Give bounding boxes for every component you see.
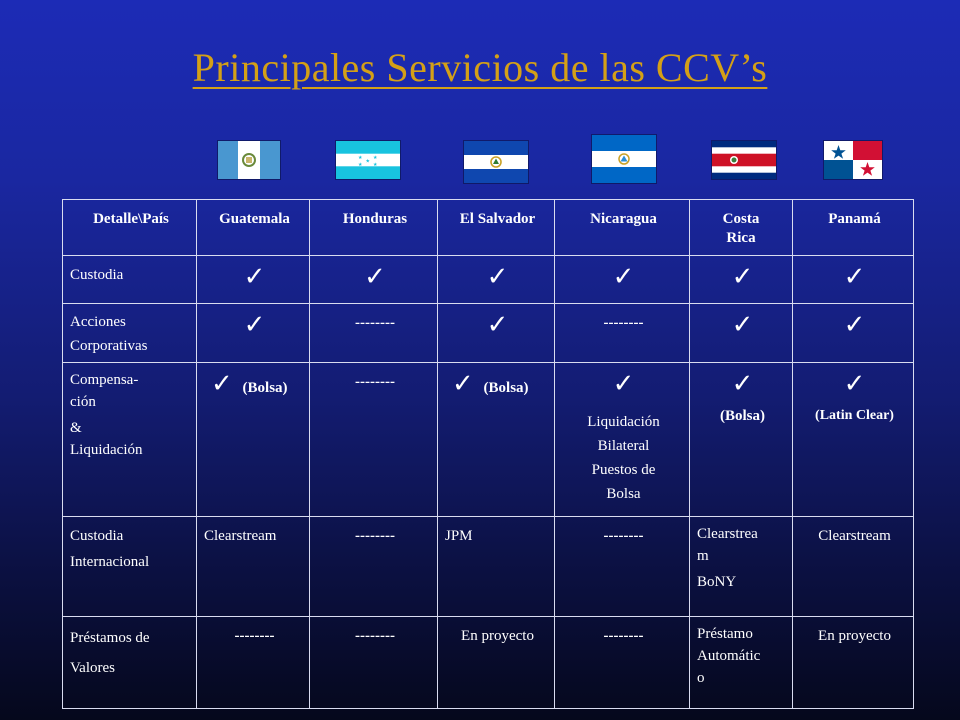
check-icon: ✓ bbox=[843, 369, 866, 399]
cell-prestamos-nicaragua: -------- bbox=[555, 617, 690, 709]
svg-text:★: ★ bbox=[373, 155, 378, 161]
cell-internacional-costa-rica: Clearstrea m BoNY bbox=[690, 517, 793, 617]
cell-compensacion-honduras: -------- bbox=[310, 363, 438, 517]
cell-internacional-el-salvador: JPM bbox=[438, 517, 555, 617]
check-icon: ✓ bbox=[364, 262, 386, 292]
cell-custodia-guatemala bbox=[197, 256, 310, 304]
table-row bbox=[63, 304, 914, 363]
row-label-internacional: Custodia Internacional bbox=[63, 517, 197, 617]
svg-text:★: ★ bbox=[358, 162, 363, 168]
honduras-flag-icon bbox=[336, 141, 400, 179]
check-icon: ✓ bbox=[612, 262, 635, 292]
check-icon: ✓ bbox=[486, 310, 509, 340]
cell-compensacion-nicaragua: ✓ Liquidación Bilateral Puestos de Bolsa bbox=[555, 363, 690, 517]
header-costa-rica: Costa Rica bbox=[690, 200, 793, 256]
cell-acciones-guatemala bbox=[197, 304, 310, 363]
row-label-compensacion: Compensa- ción & Liquidación bbox=[63, 363, 197, 517]
cell-prestamos-panama: En proyecto bbox=[793, 617, 914, 709]
cell-prestamos-el-salvador: En proyecto bbox=[438, 617, 555, 709]
svg-text:★: ★ bbox=[373, 162, 378, 168]
panama-flag-icon bbox=[824, 141, 882, 179]
check-icon: ✓ bbox=[211, 369, 233, 399]
header-el-salvador: El Salvador bbox=[438, 200, 555, 256]
check-icon: ✓ bbox=[243, 310, 266, 340]
header-detalle-pais: Detalle\País bbox=[63, 200, 197, 256]
cell-custodia-el-salvador bbox=[438, 256, 555, 304]
check-icon: ✓ bbox=[731, 369, 754, 399]
cell-acciones-costa-rica bbox=[690, 304, 793, 363]
cell-acciones-honduras: -------- bbox=[310, 304, 438, 363]
guatemala-flag-icon bbox=[218, 141, 280, 179]
check-icon: ✓ bbox=[486, 262, 509, 292]
table-row bbox=[63, 256, 914, 304]
cell-custodia-nicaragua bbox=[555, 256, 690, 304]
cell-internacional-honduras: -------- bbox=[310, 517, 438, 617]
header-honduras: Honduras bbox=[310, 200, 438, 256]
cell-compensacion-el-salvador: ✓ (Bolsa) bbox=[438, 363, 555, 517]
check-icon: ✓ bbox=[843, 310, 866, 340]
cell-acciones-nicaragua: -------- bbox=[555, 304, 690, 363]
cell-compensacion-panama: ✓ (Latin Clear) bbox=[793, 363, 914, 517]
cell-internacional-guatemala: Clearstream bbox=[197, 517, 310, 617]
row-label-prestamos: Préstamos de Valores bbox=[63, 617, 197, 709]
table-row bbox=[63, 617, 914, 709]
check-icon: ✓ bbox=[731, 262, 754, 292]
cell-prestamos-guatemala: -------- bbox=[197, 617, 310, 709]
check-icon: ✓ bbox=[452, 369, 474, 399]
cell-internacional-panama: Clearstream bbox=[793, 517, 914, 617]
table-row bbox=[63, 363, 914, 517]
svg-text:★: ★ bbox=[358, 155, 363, 161]
check-icon: ✓ bbox=[843, 262, 866, 292]
cell-prestamos-costa-rica: Préstamo Automátic o bbox=[690, 617, 793, 709]
nicaragua-flag-icon bbox=[592, 135, 656, 183]
cell-compensacion-costa-rica: ✓ (Bolsa) bbox=[690, 363, 793, 517]
cell-custodia-honduras bbox=[310, 256, 438, 304]
check-icon: ✓ bbox=[612, 369, 635, 399]
cell-prestamos-honduras: -------- bbox=[310, 617, 438, 709]
header-nicaragua: Nicaragua bbox=[555, 200, 690, 256]
svg-text:★: ★ bbox=[365, 158, 370, 165]
cell-internacional-nicaragua: -------- bbox=[555, 517, 690, 617]
cell-custodia-panama bbox=[793, 256, 914, 304]
row-label-acciones: Acciones Corporativas bbox=[63, 304, 197, 363]
check-icon: ✓ bbox=[731, 310, 754, 340]
el-salvador-flag-icon bbox=[464, 141, 528, 183]
table-header-row bbox=[63, 200, 914, 256]
table-row bbox=[63, 517, 914, 617]
slide-title: Principales Servicios de las CCV’s bbox=[192, 45, 768, 90]
header-guatemala: Guatemala bbox=[197, 200, 310, 256]
row-label-custodia: Custodia bbox=[63, 256, 197, 304]
header-panama: Panamá bbox=[793, 200, 914, 256]
cell-acciones-panama bbox=[793, 304, 914, 363]
cell-custodia-costa-rica bbox=[690, 256, 793, 304]
cell-acciones-el-salvador bbox=[438, 304, 555, 363]
cell-compensacion-guatemala: ✓ (Bolsa) bbox=[197, 363, 310, 517]
check-icon: ✓ bbox=[243, 262, 266, 292]
costa-rica-flag-icon bbox=[712, 141, 776, 179]
services-table bbox=[62, 199, 914, 709]
